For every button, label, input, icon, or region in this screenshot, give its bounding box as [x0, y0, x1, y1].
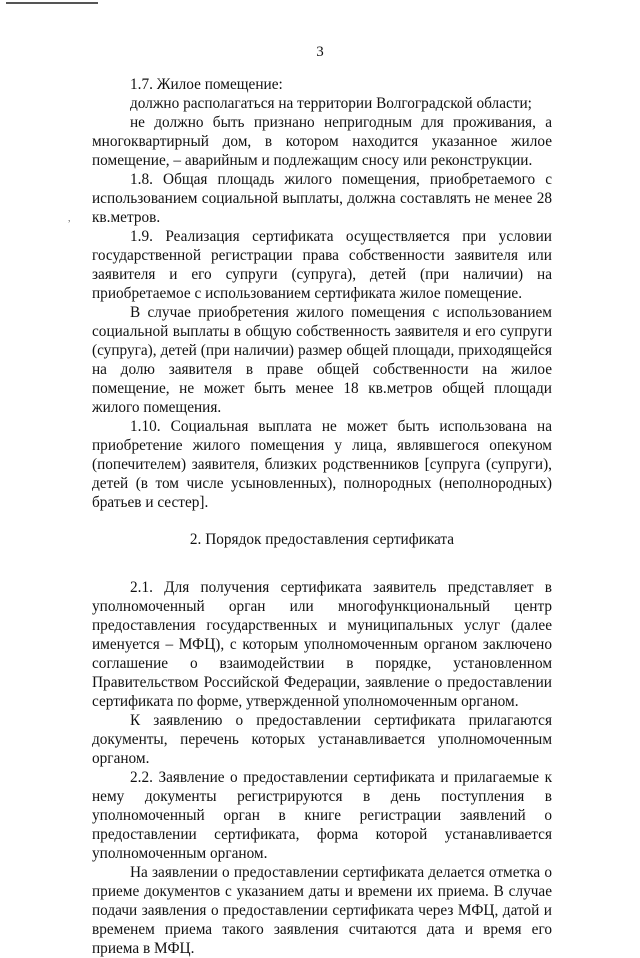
page-number: 3: [316, 44, 324, 60]
paragraph-2-2-registration-mark: На заявлении о предоставлении сертификата делается отметка о приеме документов с указанием даты и времени их приема. В случае подачи заявления о предоставлении сертификата через МФЦ, датой и временем приема такого заявления считаются дата и время его приема в МФЦ.: [92, 864, 552, 957]
section-heading: 2. Порядок предоставления сертификата: [189, 531, 455, 548]
paragraph-1-9-shared-ownership: В случае приобретения жилого помещения с использованием социальной выплаты в общую собственность заявителя и его супруги (супруга), детей (при наличии) размер общей площади, приходящейся на долю заявителя в праве общей собственности на жилое помещение, не может быть менее 18 кв.метров общей площади жилого помещения.: [92, 304, 552, 416]
paragraph-1-10: 1.10. Социальная выплата не может быть использована на приобретение жилого помещения у лица, являвшегося опекуном (попечителем) заявителя, близких родственников [супруга (супруги), детей (в том числе усыновленных), полнородных (неполнородных) братьев и сестер].: [92, 418, 552, 511]
paragraph-1-7-location: должно располагаться на территории Волгоградской области;: [130, 95, 532, 112]
paragraph-1-7-heading: 1.7. Жилое помещение:: [130, 76, 283, 93]
margin-mark: ,: [68, 213, 71, 224]
paragraph-2-1-documents: К заявлению о предоставлении сертификата прилагаются документы, перечень которых устанавливается уполномоченным органом.: [92, 712, 552, 767]
paragraph-1-7-condition: не должно быть признано непригодным для проживания, а многоквартирный дом, в котором находится указанное жилое помещение, – аварийным и подлежащим сносу или реконструкции.: [92, 114, 552, 169]
document-body: [92, 75, 552, 958]
top-edge-line: [6, 2, 98, 4]
paragraph-1-9: 1.9. Реализация сертификата осуществляется при условии государственной регистрации права собственности заявителя или заявителя и его супруги (супруга), детей (при наличии) на приобретаемое с использованием сертификата жилое помещение.: [92, 228, 552, 302]
paragraph-2-2: 2.2. Заявление о предоставлении сертификата и прилагаемые к нему документы регистрируются в день поступления в уполномоченный орган в книге регистрации заявлений о предоставлении сертификата, форма которой устанавливается уполномоченным органом.: [92, 769, 552, 862]
paragraph-2-1: 2.1. Для получения сертификата заявитель представляет в уполномоченный орган или многофункциональный центр предоставления государственных и муниципальных услуг (далее именуется – МФЦ), с которым уполномоченным органом заключено соглашение о взаимодействии в порядке, установленном Правительством Российской Федерации, заявление о предоставлении сертификата по форме, утвержденной уполномоченным органом.: [92, 579, 552, 710]
paragraph-1-8: 1.8. Общая площадь жилого помещения, приобретаемого с использованием социальной выплаты, должна составлять не менее 28 кв.метров.: [92, 171, 552, 226]
